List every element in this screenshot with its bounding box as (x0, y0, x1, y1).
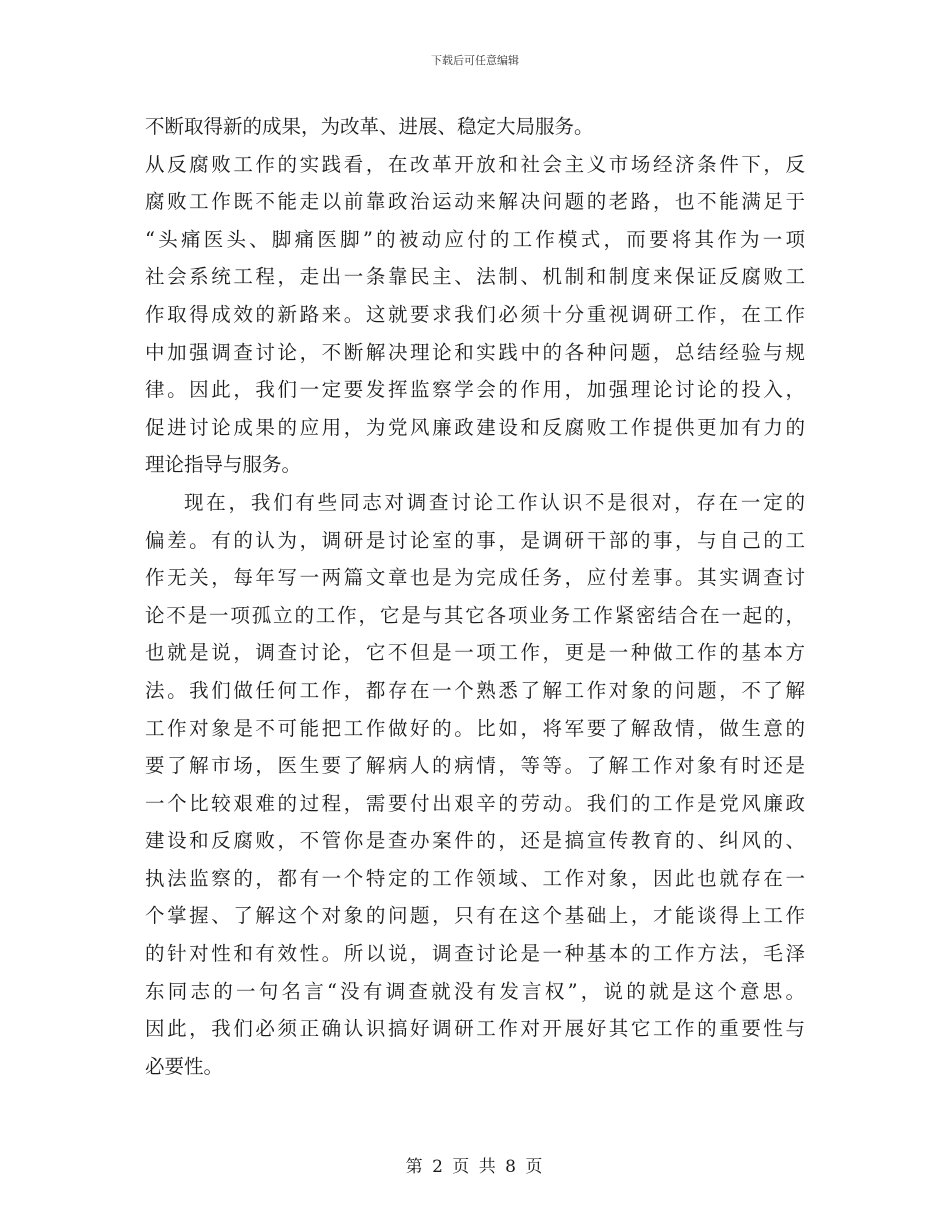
text-line: 律。因此，我们一定要发挥监察学会的作用，加强理论讨论的投入， (145, 378, 805, 402)
text-line: 不断取得新的成果，为改革、进展、稳定大局服务。 (145, 115, 594, 138)
text-line: 要了解市场，医生要了解病人的病情，等等。了解工作对象有时还是 (145, 754, 805, 778)
text-line: 作无关，每年写一两篇文章也是为完成任务，应付差事。其实调查讨 (145, 566, 805, 590)
text-line: 因此，我们必须正确认识搞好调研工作对开展好其它工作的重要性与 (145, 1017, 805, 1041)
paragraph (145, 108, 805, 146)
text-line: 现在，我们有些同志对调查讨论工作认识不是很对，存在一定的 (184, 490, 805, 514)
page-footer: 第 2 页 共 8 页 (405, 1157, 545, 1177)
text-line: 东同志的一句名言“没有调查就没有发言权”，说的就是这个意思。 (145, 979, 805, 1003)
text-line: “头痛医头、脚痛医脚”的被动应付的工作模式，而要将其作为一项 (145, 227, 805, 251)
text-line: 腐败工作既不能走以前靠政治运动来解决问题的老路，也不能满足于 (145, 190, 805, 214)
text-line: 从反腐败工作的实践看，在改革开放和社会主义市场经济条件下，反 (145, 152, 805, 176)
text-line: 个掌握、了解这个对象的问题，只有在这个基础上，才能谈得上工作 (145, 904, 805, 928)
text-line: 建设和反腐败，不管你是查办案件的，还是搞宣传教育的、纠风的、 (145, 829, 805, 853)
text-line: 理论指导与服务。 (145, 453, 302, 477)
paragraph (145, 146, 805, 484)
document-body (145, 108, 805, 1085)
text-line: 工作对象是不可能把工作做好的。比如，将军要了解敌情，做生意的 (145, 716, 805, 740)
text-line: 偏差。有的认为，调研是讨论室的事，是调研干部的事，与自己的工 (145, 528, 805, 552)
text-line: 执法监察的，都有一个特定的工作领域、工作对象，因此也就存在一 (145, 866, 805, 890)
text-line: 必要性。 (145, 1054, 224, 1078)
text-line: 社会系统工程，走出一条靠民主、法制、机制和制度来保证反腐败工 (145, 265, 805, 289)
text-line: 作取得成效的新路来。这就要求我们必须十分重视调研工作，在工作 (145, 302, 805, 326)
paragraph (145, 484, 805, 1086)
text-line: 也就是说，调查讨论，它不但是一项工作，更是一种做工作的基本方 (145, 641, 805, 665)
text-line: 一个比较艰难的过程，需要付出艰辛的劳动。我们的工作是党风廉政 (145, 791, 805, 815)
text-line: 促进讨论成果的应用，为党风廉政建设和反腐败工作提供更加有力的 (145, 415, 805, 439)
text-line: 中加强调查讨论，不断解决理论和实践中的各种问题，总结经验与规 (145, 340, 805, 364)
text-line: 论不是一项孤立的工作，它是与其它各项业务工作紧密结合在一起的， (145, 603, 805, 627)
page-header: 下载后可任意编辑 (431, 54, 519, 67)
text-line: 法。我们做任何工作，都存在一个熟悉了解工作对象的问题，不了解 (145, 678, 805, 702)
text-line: 的针对性和有效性。所以说，调查讨论是一种基本的工作方法，毛泽 (145, 942, 805, 966)
